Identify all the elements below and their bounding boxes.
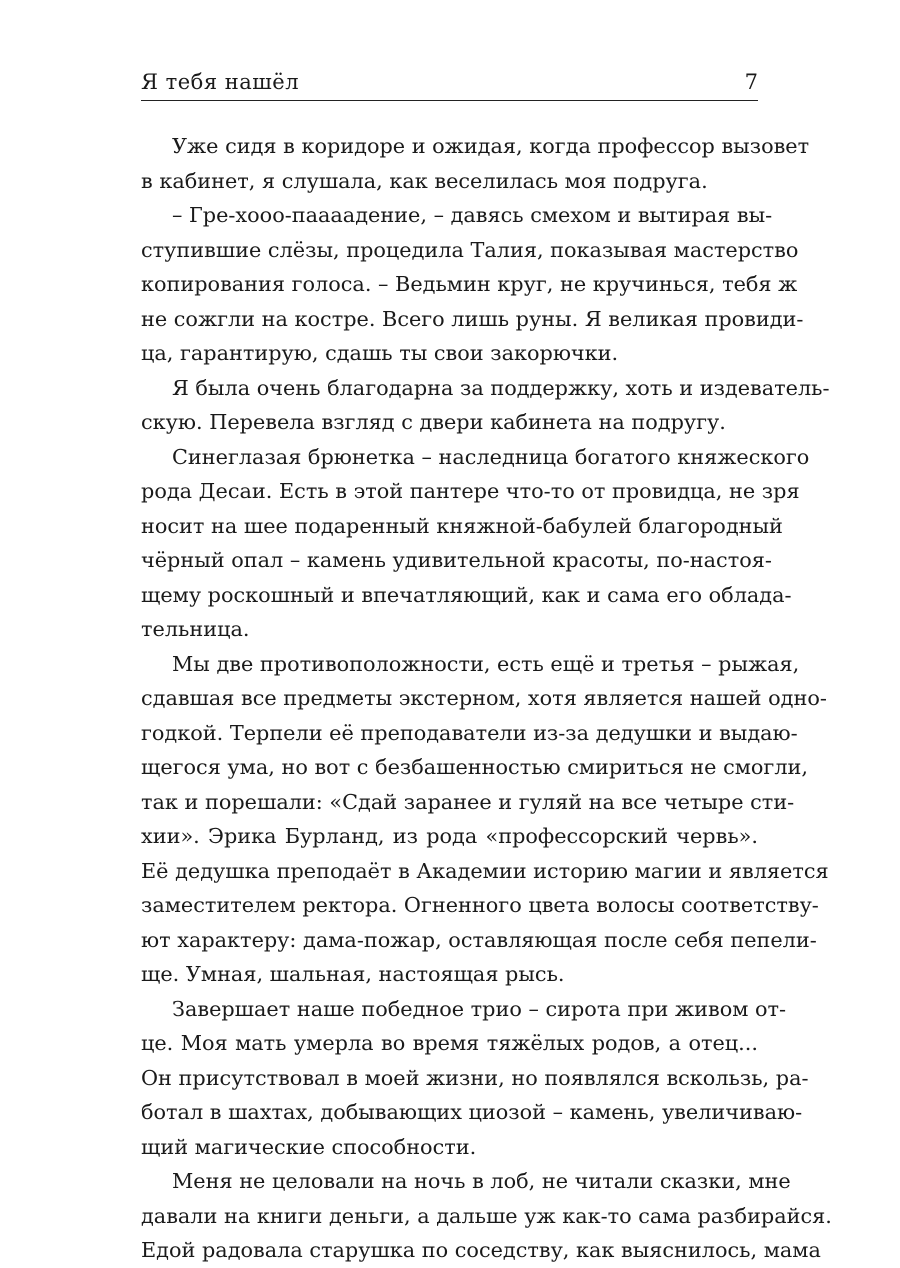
paragraph — [141, 647, 829, 992]
text-line: Меня не целовали на ночь в лоб, не читали сказки, мне — [172, 1169, 791, 1193]
text-line: ще. Умная, шальная, настоящая рысь. — [141, 962, 565, 986]
paragraph — [141, 992, 809, 1165]
body-text — [141, 129, 832, 1268]
text-line: ботал в шахтах, добывающих циозой – камень, увеличиваю- — [141, 1100, 803, 1124]
text-line: Едой радовала старушка по соседству, как выяснилось, мама — [141, 1238, 821, 1262]
text-line: копирования голоса. – Ведьмин круг, не кручинься, тебя ж — [141, 272, 798, 296]
text-line: чёрный опал – камень удивительной красоты, по-настоя- — [141, 548, 772, 572]
text-line: Он присутствовал в моей жизни, но появлялся вскользь, ра- — [141, 1065, 809, 1090]
text-line: не сожгли на костре. Всего лишь руны. Я великая провиди- — [141, 306, 804, 331]
text-line: Я была очень благодарна за поддержку, хоть и издеватель- — [172, 375, 830, 400]
text-line: Её дедушка преподаёт в Академии историю магии и является — [141, 858, 829, 883]
text-line: це. Моя мать умерла во время тяжёлых родов, а отец... — [141, 1031, 758, 1055]
text-line: скую. Перевела взгляд с двери кабинета на подругу. — [141, 410, 726, 434]
text-line: носит на шее подаренный княжной-бабулей благородный — [141, 513, 783, 538]
text-line: в кабинет, я слушала, как веселилась моя подруга. — [141, 168, 708, 193]
paragraph — [141, 129, 810, 198]
text-line: заместителем ректора. Огненного цвета волосы соответству- — [141, 893, 819, 917]
text-line: щий магические способности. — [141, 1134, 477, 1159]
text-line: тельница. — [141, 617, 250, 641]
text-line: ют характеру: дама-пожар, оставляющая после себя пепели- — [141, 927, 817, 952]
text-line: Завершает наше победное трио – сирота при живом от- — [172, 996, 787, 1021]
text-line: Синеглазая брюнетка – наследница богатого княжеского — [172, 444, 810, 469]
text-line: – Гре-хооо-паааадение, – давясь смехом и вытирая вы- — [172, 203, 773, 227]
page-header — [141, 66, 758, 101]
text-line: годкой. Терпели её преподаватели из-за дедушки и выдаю- — [141, 720, 798, 745]
text-line: ца, гарантирую, сдашь ты свои закорючки. — [141, 341, 619, 365]
text-line: Мы две противоположности, есть ещё и третья – рыжая, — [172, 651, 800, 676]
text-line: так и порешали: «Сдай заранее и гуляй на все четыре сти- — [141, 789, 795, 814]
text-line: щему роскошный и впечатляющий, как и сама его облада- — [141, 582, 792, 607]
text-line: Уже сидя в коридоре и ожидая, когда профессор вызовет — [172, 134, 810, 158]
paragraph — [141, 1164, 832, 1268]
running-title: Я тебя нашёл — [141, 70, 300, 94]
text-line: сдавшая все предметы экстерном, хотя является нашей одно- — [141, 686, 827, 710]
page-number: 7 — [744, 70, 758, 94]
text-line: давали на книги деньги, а дальше уж как-то сама разбирайся. — [141, 1203, 832, 1228]
paragraph — [141, 371, 830, 440]
text-line: хии». Эрика Бурланд, из рода «профессорский червь». — [141, 824, 758, 848]
text-line: ступившие слёзы, процедила Талия, показывая мастерство — [141, 237, 799, 262]
text-line: рода Десаи. Есть в этой пантере что-то от провидца, не зря — [141, 479, 800, 503]
text-line: щегося ума, но вот с безбашенностью смириться не смогли, — [141, 755, 809, 779]
paragraph — [141, 440, 810, 647]
paragraph — [141, 198, 804, 371]
